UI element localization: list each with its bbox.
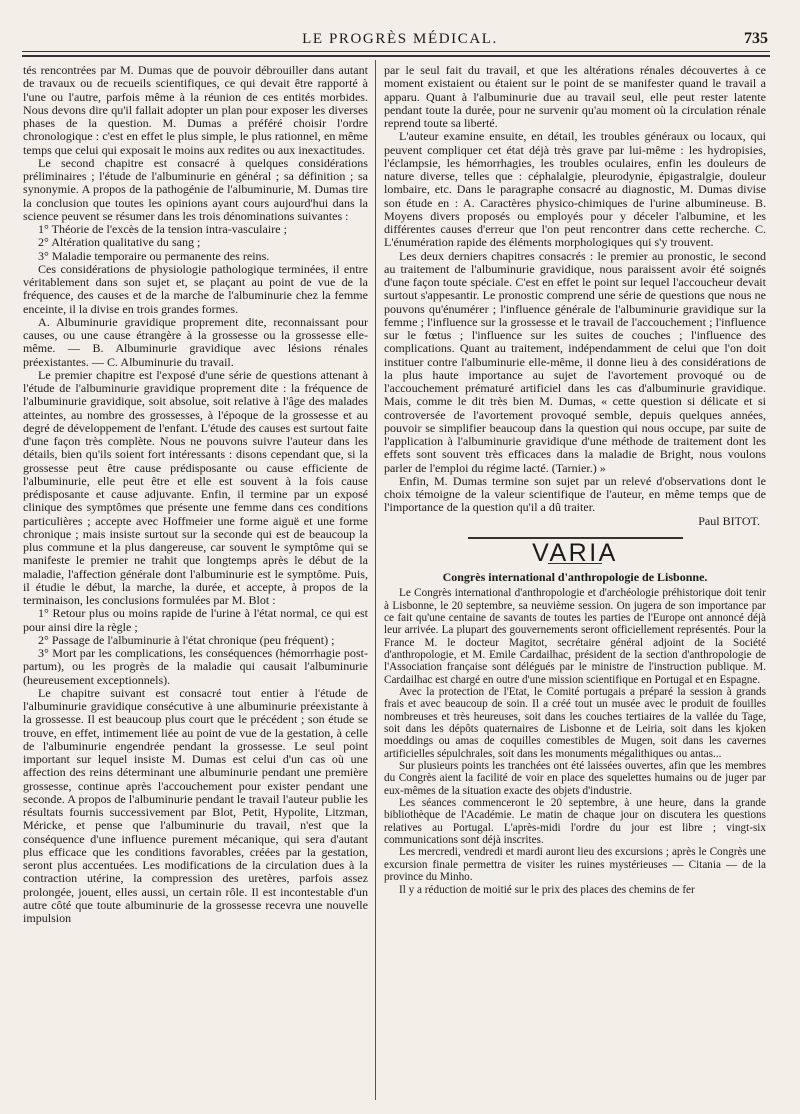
list-item: 1° Retour plus ou moins rapide de l'urine à l'état normal, ce qui est pour ainsi dire la règle ;: [23, 606, 368, 634]
paragraph: Le second chapitre est consacré à quelques considérations préliminaires ; l'étude de l'albuminurie en général ; sa définition ; sa synonymie. A propos de la pathogénie de l'albuminurie, M. Dumas tire la conclusion que toutes les opinions ayant cours aujourd'hui dans la science peuvent se résumer dans les trois dénominations suivantes :: [23, 155, 368, 223]
list-item: 2° Altération qualitative du sang ;: [38, 235, 201, 250]
left-column: [23, 64, 368, 925]
article-title: Congrès international d'anthropologie de Lisbonne.: [442, 570, 708, 584]
paragraph: Ces considérations de physiologie pathologique terminées, il entre véritablement dans son sujet et, se plaçant au point de vue de la fréquence, des causes et de la marche de l'albuminurie chez la femme enceinte, il la divise en trois grandes formes.: [23, 261, 368, 316]
column-divider: [375, 60, 376, 1100]
paragraph: Sur plusieurs points les tranchées ont été laissées ouvertes, afin que les membres du Congrès aient la facilité de voir en place des squelettes humains ou de juger par eux-mêmes de la situation exacte des objets d'industrie.: [384, 760, 766, 797]
paragraph: Les deux derniers chapitres consacrés : le premier au pronostic, le second au traitement de l'albuminurie gravidique, nous paraissent avoir été soignés d'une façon toute spéciale. C'est en effet le point sur lequel l'accoucheur devait surtout s'appesantir. Le pronostic comprend une série de questions que nous ne pouvons qu'énumérer ; l'influence générale de l'albuminurie gravidique sur la femme ; l'influence sur la grossesse et le travail de l'accouchement ; l'influence sur le fœtus ; l'influence sur les suites de couches ; l'influence des complications. Quant au traitement, indépendamment de celui que l'on doit instituer contre l'albuminurie elle-même, il donne lieu à des considérations de la plus haute importance au sujet de l'avortement provoqué ou de l'accouchement prématuré artificiel dans les cas d'albuminurie gravidique. Mais, comme le dit très bien M. Dumas, « cette question si délicate et si controversée de l'avortement provoqué semble, depuis quelques années, pouvoir se simplifier beaucoup dans la question qui nous occupe, par suite de l'application à l'albuminurie gravidique d'une méthode de traitement dont les effets sont souvent très efficaces dans la maladie de Bright, nous voulons parler de l'emploi du régime lacté. (Tarnier.) »: [384, 248, 766, 475]
paragraph: Le chapitre suivant est consacré tout entier à l'étude de l'albuminurie gravidique consécutive à une albuminurie préexistante à la grossesse. Il est beaucoup plus court que le précédent ; son étude se trouve, en effet, intimement liée au point de vue de la gestation, à celle de l'albuminurie engendrée pendant la grossesse. Le seul point important sur lequel insiste M. Dumas est celui d'un cas où une affection des reins déterminant une albuminurie pendant une première grossesse, continue après l'accouchement pour exister pendant une seconde. A propos de l'albuminurie pendant le travail l'auteur publie les résultats fournis successivement par Blot, Petit, Hypolite, Litzman, Méricke, et pense que l'albuminurie du travail, n'est que la conséquence d'une influence purement mécanique, qui sera d'autant plus efficace que les conditions favorables, créées par la gestation, seront plus accentuées. Les modifications de la circulation dues à la contraction utérine, la compression des uretères, parfois assez prolongée, jouent, elles aussi, un certain rôle. Il est incontestable d'un autre côté que toute albuminurie de la grossesse recevra une nouvelle impulsion: [23, 685, 368, 925]
paragraph: Les mercredi, vendredi et mardi auront lieu des excursions ; après le Congrès une excursion finale permettra de visiter les ruines mystérieuses — Citania — de la province du Minho.: [384, 846, 766, 884]
paragraph: Avec la protection de l'Etat, le Comité portugais a préparé la session à grands frais et avec beaucoup de soin. Il a créé tout un musée avec le produit de fouilles nombreuses et très heureuses, soit dans les couches tertiaires de la vallée du Tage, soit dans les dépôts quaternaires de Lisbonne et de Leiria, soit dans les kjoken moeddings ou amas de coquilles comestibles de Mugen, soit dans les cavernes artificielles sépulchrales, soit dans les monuments mégalithiques ou antas...: [384, 686, 766, 760]
page-header: [0, 30, 800, 52]
author-signature: Paul BITOT.: [698, 513, 760, 528]
list-item: 3° Mort par les complications, les conséquences (hémorrhagie post-partum), ou les progrès de la maladie qui causait l'albuminurie (heureusement exceptionnels).: [23, 646, 368, 687]
paragraph: Les séances commenceront le 20 septembre, à une heure, dans la grande bibliothèque de l'Académie. Le matin de chaque jour on discutera les questions relatives au Portugal. L'après-midi l'ordre du jour est libre ; vingt-six communications sont déjà inscrites.: [384, 797, 766, 847]
paragraph: Il y a réduction de moitié sur le prix des places des chemins de fer: [399, 883, 695, 896]
list-item: 3° Maladie temporaire ou permanente des reins.: [38, 248, 270, 263]
right-column: [384, 64, 766, 896]
header-rule-thick: [22, 55, 770, 57]
list-item: 1° Théorie de l'excès de la tension intra-vasculaire ;: [38, 222, 287, 236]
list-item: 2° Passage de l'albuminurie à l'état chronique (peu fréquent) ;: [38, 632, 335, 647]
paragraph: par le seul fait du travail, et que les altérations rénales découvertes à ce moment existaient ou étaient sur le point de se manifester quand le travail a apparu. Quant à l'albuminurie due au travail seul, elle peut rester latente pendant toute la durée, pour ne survenir qu'au moment où la circulation rénale reprend toute sa liberté.: [384, 63, 766, 130]
paragraph: Enfin, M. Dumas termine son sujet par un relevé d'observations dont le choix témoigne de la valeur scientifique de l'auteur, en même temps que de l'importance de la question qu'il a dû traiter.: [384, 473, 766, 515]
journal-title: LE PROGRÈS MÉDICAL.: [302, 31, 498, 47]
paragraph: tés rencontrées par M. Dumas que de pouvoir débrouiller dans autant de travaux ou de recueils scientifiques, ce qui devait être rapporté à l'une ou l'autre, parfois même à la réunion de ces entités morbides. Nous devons dire qu'il fallait adopter un plan pour exposer les diverses phases de la question. M. Dumas a préféré choisir l'ordre chronologique : c'est en effet le plus simple, le plus rationnel, en même temps que celui qui exposait le moins aux redites ou aux inexactitudes.: [23, 63, 368, 157]
paragraph: Le premier chapitre est l'exposé d'une série de questions attenant à l'étude de l'albuminurie gravidique proprement dite : la fréquence de l'albuminurie gravidique, soit absolue, soit relative à l'âge des malades atteintes, au nombre des grossesses, à l'époque de la grossesse et au degré de développement de l'enfant. L'étude des causes est surtout faite d'une façon très complète. Nous ne pouvons suivre l'auteur dans les détails, bien qu'ils soient fort intéressants : disons cependant que, si la grossesse peut être cause prédisposante ou cause efficiente de l'albuminurie, elle peut être et elle est souvent à la fois cause prédisposante et cause adjuvante. Enfin, il termine par un exposé clinique des symptômes que présente une femme dans ces conditions particulières ; accepte avec Hoffmeier une forme aiguë et une forme chronique ; mais insiste surtout sur la seconde qui est de beaucoup la plus commune et la plus dangereuse, car souvent le symptôme qui se manifeste le premier ne trahit que longtemps après le début de la maladie, l'affection générale dont l'albuminurie est le symptôme. Puis, il étudie le début, la marche, la durée, et accepte, à propos de la terminaison, les conclusions formulées par M. Blot :: [23, 367, 368, 607]
varia-heading: VARIA: [532, 538, 618, 567]
paragraph: A. Albuminurie gravidique proprement dite, reconnaissant pour causes, ou une cause étrangère à la grossesse ou la grossesse elle-même. — B. Albuminurie gravidique avec lésions rénales préexistantes. — C. Albuminurie du travail.: [23, 314, 368, 369]
varia-body: [384, 587, 766, 896]
page-number: 735: [744, 30, 768, 47]
paragraph: Le Congrès international d'anthropologie et d'archéologie préhistorique doit tenir à Lisbonne, le 20 septembre, sa neuvième session. On jugera de son importance par ce fait qu'une centaine de savants de toutes les parties de l'Europe ont annoncé déjà leur arrivée. La plupart des gouvernements seront officiellement représentés. Pour la France M. le docteur Magitot, secrétaire général adjoint de la Société d'anthropologie, et M. Emile Cardailhac, président de la section d'anthropologie de l'Association française sont délégués par le ministre de l'instruction publique. M. Cardailhac est chargé en outre d'une mission scientifique en Portugal et en Espagne.: [384, 587, 766, 686]
paragraph: L'auteur examine ensuite, en détail, les troubles généraux ou locaux, qui peuvent compliquer cet état déjà très grave par lui-même : les hydropisies, l'éclampsie, les hémorrhagies, les troubles oculaires, enfin les douleurs de nature diverse, telles que : céphalalgie, pleurodynie, épigastralgie, douleur lombaire, etc. Dans le paragraphe consacré au diagnostic, M. Dumas divise son étude en : A. Caractères physico-chimiques de l'urine albumineuse. B. Moyens divers proposés ou employés pour y déceler l'albumine, et les différentes causes d'erreur que l'on peut rencontrer dans cette recherche. C. L'énumération rapide des éléments morphologiques qui s'y trouvent.: [384, 129, 766, 250]
header-rule: [22, 51, 770, 52]
